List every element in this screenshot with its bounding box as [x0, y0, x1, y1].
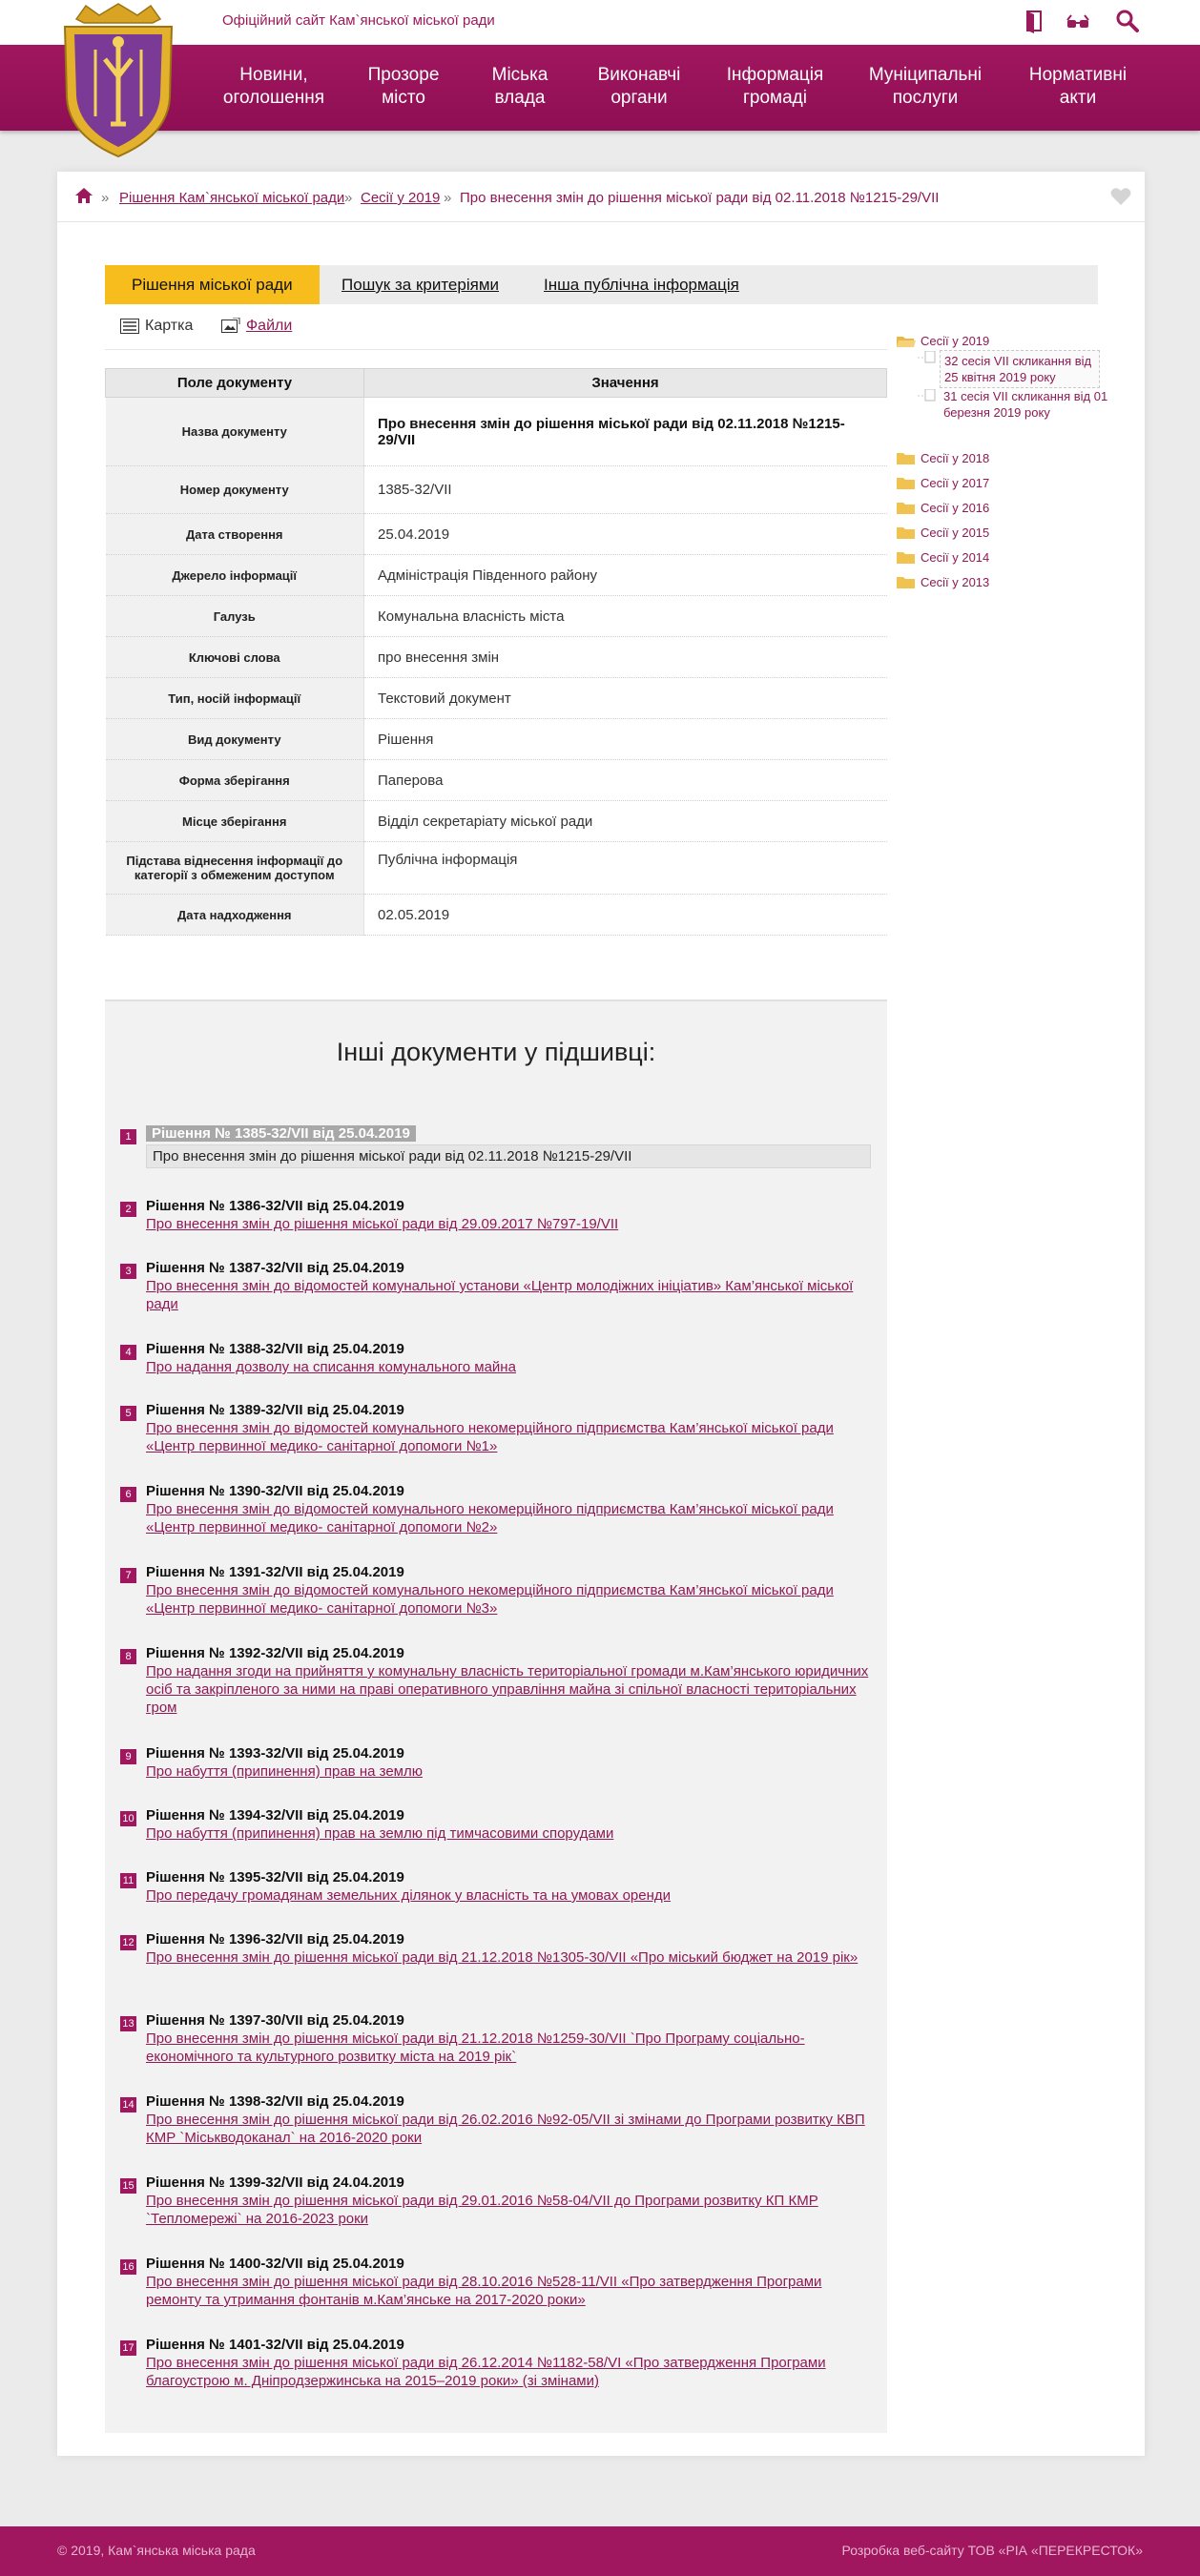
document-icon: [918, 389, 937, 402]
tree-item-sessions-2017[interactable]: Сесії у 2017: [897, 476, 989, 490]
table-row: Тип, носій інформації Текстовий документ: [106, 678, 887, 719]
table-row: Дата створення 25.04.2019: [106, 514, 887, 555]
glasses-icon[interactable]: [1065, 8, 1091, 34]
breadcrumb-item-decisions[interactable]: Рішення Кам`янської міської ради: [119, 190, 345, 206]
document-icon: [918, 351, 937, 364]
breadcrumb-separator: »: [344, 190, 353, 206]
table-row: Номер документу 1385-32/VII: [106, 466, 887, 514]
table-row: Місце зберігання Відділ секретаріату міської ради: [106, 801, 887, 842]
tree-sub-session-32[interactable]: 32 сесія VII скликання від 25 квітня 2019 року: [940, 350, 1100, 388]
table-row: Ключові слова про внесення змін: [106, 637, 887, 678]
city-crest-logo[interactable]: [57, 2, 179, 158]
table-row: Форма зберігання Паперова: [106, 760, 887, 801]
tree-item-sessions-2018[interactable]: Сесії у 2018: [897, 451, 989, 465]
other-documents-section: Інші документи у підшивці: 1 Рішення № 1385-32/VII від 25.04.2019 Про внесення змін до рішення міської ради від 02.11.2018 №1215-29/VII 2 Рішення № 1386-32/VII від 25.04.2019 Про внесення змін до рішення міської ради від 29.09.2017 №797-19/VII 3 Рішення № 1387-32/VII від 25.04.2019 Про внесення змін до відомостей комунальної установи «Центр молодіжних ініціатив» Кам’янської міської ради 4 Рішення № 1388-32/VII від 25.04.2019 Про надання дозволу на списання комунального майна 5 Рішення № 1389-32/VII від 25.04.2019 Про внесення змін до відомостей комунального некомерційного підприємства Кам’янської міської ради «Центр первинної медико- санітарної допомоги №1» 6 Рішення № 1390-32/VII від 25.04.2019 Про внесення змін до відомостей комунального некомерційного підприємства Кам’янської міської ради «Центр первинної медико- санітарної допомоги №2» 7 Рішення № 1391-32/VII від 25.04.2019 Про внесення змін до відомостей комунального некомерційного підприємства Кам’янської міської ради «Центр первинної медико- санітарної допомоги №3» 8 Рішення № 1392-32/VII від 25.04.2019 Про надання згоди на прийняття у комунальну власність територіальної громади м.Кам’янського юридичних осіб та закріпленого за ними на праві оперативного управління майна зі спільної власності територіальних гром 9 Рішення № 1393-32/VII від 25.04.2019 Про набуття (припинення) прав на землю 10 Рішення № 1394-32/VII від 25.04.2019 Про набуття (припинення) прав на землю під тимчасовими спорудами 11 Рішення № 1395-32/VII від 25.04.2019 Про передачу громадянам земельних ділянок у власність та на умовах оренди 12 Рішення № 1396-32/VII від 25.04.2019 Про внесення змін до рішення міської ради від 21.12.2018 №1305-30/VII «Про міський бюджет на 2019 рік» 13 Рішення № 1397-30/VII від 25.04.2019 Про внесення змін до рішення міської ради від 21.12.2018 №1259-30/VII `Про Програму соціально-економічного та культурного розвитку міста на 2019 рік` 14 Рішення № 1398-32/VII від 25.04.2019 Про внесення змін до рішення міської ради від 26.02.2016 №92-05/VII зі змінами до Програми розвитку КВП КМР `Міськводоканал` на 2016-2020 роки 15 Рішення № 1399-32/VII від 24.04.2019 Про внесення змін до рішення міської ради від 29.01.2016 №58-04/VII до Програми розвитку КП КМР `Тепломережі` на 2016-2023 роки 16 Рішення № 1400-32/VII від 25.04.2019 Про внесення змін до рішення міської ради від 28.10.2016 №528-11/VII «Про затвердження Програми ремонту та утримання фонтанів м.Кам’янське на 2017-2020 роки» 17 Рішення № 1401-32/VII від 25.04.2019 Про внесення змін до рішення міської ради від 26.12.2014 №1182-58/VI «Про затвердження Програми благоустрою м. Дніпродзержинська на 2015–2019 роки» (зі змінами): [105, 999, 887, 2433]
nav-executive-bodies[interactable]: Виконавчі органи: [597, 65, 681, 108]
column-header-field: Поле документу: [106, 369, 364, 398]
folder-icon: [897, 551, 916, 565]
top-bar: [0, 0, 1200, 45]
copyright-text: © 2019, Кам`янська міська рада: [57, 2543, 256, 2558]
column-header-value: Значення: [364, 369, 887, 398]
footer: [0, 2526, 1200, 2576]
content-card: [57, 172, 1145, 2456]
folder-icon: [897, 477, 916, 490]
card-view-button[interactable]: Картка: [120, 318, 193, 335]
tree-item-sessions-2016[interactable]: Сесії у 2016: [897, 501, 989, 515]
exit-icon[interactable]: [1021, 8, 1047, 34]
files-view-button[interactable]: Файли: [221, 318, 292, 335]
tree-item-sessions-2019[interactable]: Сесії у 2019: [897, 334, 989, 348]
document-tabs: [105, 265, 1098, 304]
nav-community-info[interactable]: Інформація громаді: [726, 65, 824, 108]
folder-icon: [897, 526, 916, 540]
table-row: Джерело інформації Адміністрація Південного району: [106, 555, 887, 596]
table-row: Дата надходження 02.05.2019: [106, 895, 887, 936]
nav-regulatory-acts[interactable]: Нормативні акти: [1028, 65, 1128, 108]
folder-open-icon: [897, 335, 916, 348]
view-switcher: [105, 304, 887, 350]
tab-other-public-info[interactable]: Інша публічна інформація: [544, 276, 739, 294]
main-nav: [0, 45, 1200, 131]
image-file-icon: [221, 318, 240, 335]
tree-sub-session-31[interactable]: 31 сесія VII скликання від 01 березня 2019 року: [943, 389, 1108, 420]
tab-search-criteria[interactable]: Пошук за критеріями: [341, 276, 500, 294]
home-icon[interactable]: [74, 187, 93, 204]
document-properties-table: [105, 368, 887, 936]
nav-city-government[interactable]: Міська влада: [491, 65, 548, 108]
developer-link[interactable]: Розробка веб-сайту ТОВ «РІА «ПЕРЕКРЕСТОК»: [841, 2543, 1143, 2558]
folder-icon: [897, 452, 916, 465]
table-row: Вид документу Рішення: [106, 719, 887, 760]
table-row: Галузь Комунальна власність міста: [106, 596, 887, 637]
breadcrumb: [57, 172, 1145, 222]
breadcrumb-item-sessions-2019[interactable]: Сесії у 2019: [361, 190, 441, 206]
site-title[interactable]: Офіційний сайт Кам`янської міської ради: [222, 12, 495, 29]
nav-municipal-services[interactable]: Муніципальні послуги: [868, 65, 983, 108]
folder-icon: [897, 502, 916, 515]
tree-item-sessions-2015[interactable]: Сесії у 2015: [897, 526, 989, 540]
list-icon: [120, 319, 139, 334]
tree-item-sessions-2014[interactable]: Сесії у 2014: [897, 550, 989, 565]
heart-icon[interactable]: [1110, 187, 1131, 206]
breadcrumb-current: Про внесення змін до рішення міської ради від 02.11.2018 №1215-29/VII: [460, 190, 940, 206]
tab-city-decisions[interactable]: Рішення міської ради: [105, 265, 320, 304]
tree-item-sessions-2013[interactable]: Сесії у 2013: [897, 575, 989, 589]
table-row: Назва документу Про внесення змін до рішення міської ради від 02.11.2018 №1215-29/VII: [106, 398, 887, 466]
other-documents-heading: Інші документи у підшивці:: [336, 1038, 656, 1066]
table-row: Підстава віднесення інформації до категорії з обмеженим доступом Публічна інформація: [106, 842, 887, 895]
nav-transparent-city[interactable]: Прозоре місто: [367, 65, 440, 108]
breadcrumb-separator: »: [444, 190, 452, 206]
search-icon[interactable]: [1114, 8, 1141, 34]
folder-icon: [897, 576, 916, 589]
breadcrumb-separator: »: [101, 190, 110, 206]
nav-news[interactable]: Новини, оголошення: [222, 65, 325, 108]
